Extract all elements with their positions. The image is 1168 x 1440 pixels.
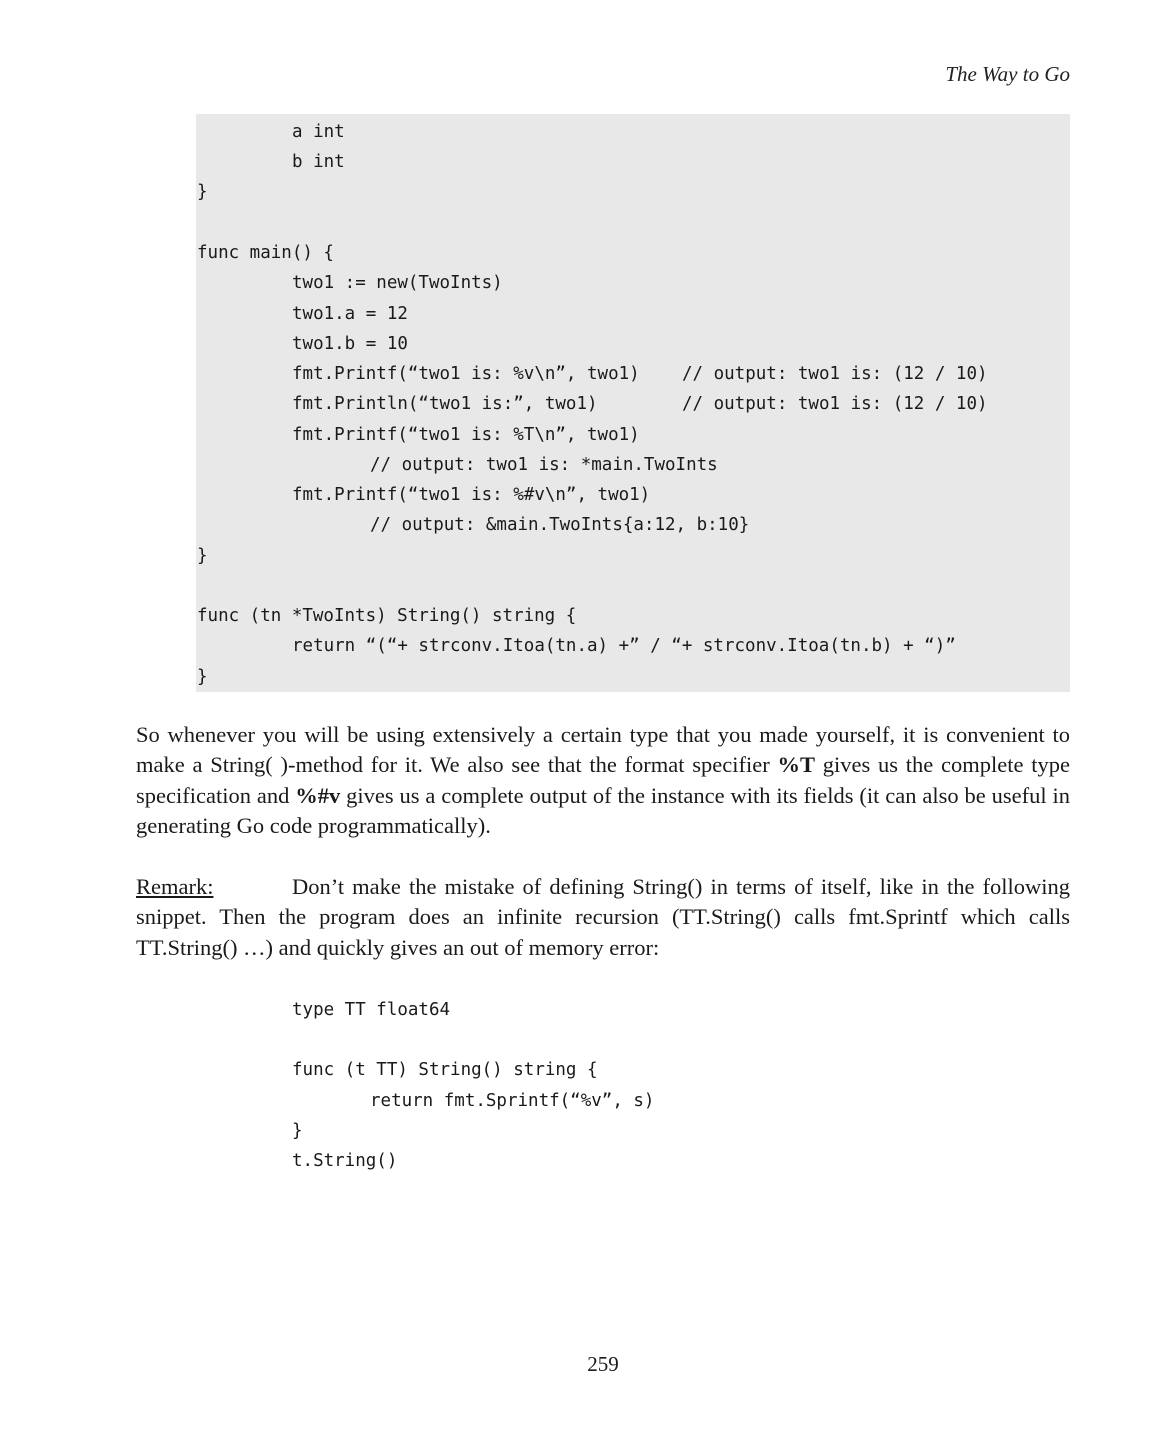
code-line: } [197,667,208,687]
code-line: func main() { [197,243,334,263]
code-line: } [197,182,208,202]
code-line: return fmt.Sprintf(“%v”, s) [370,1091,655,1111]
page-number: 259 [587,1352,619,1376]
running-header: The Way to Go [945,62,1070,86]
paragraph-text: gives us a complete output of the instance with its fields (it can also be useful in generating Go code programmatically). [136,782,1070,838]
code-line: } [197,546,208,566]
paragraph-text: gives us the complete type specification and [136,752,1070,808]
format-specifier-hash-v: %#v [295,782,341,808]
code-line: fmt.Printf(“two1 is: %#v\n”, two1) [292,485,651,505]
code-line: } [292,1121,303,1141]
code-line: b int [292,152,345,172]
remark-label: Remark: [136,874,214,899]
code-line: fmt.Printf(“two1 is: %T\n”, two1) [292,425,640,445]
code-line: two1 := new(TwoInts) [292,273,503,293]
code-line: return “(“+ strconv.Itoa(tn.a) +” / “+ strconv.Itoa(tn.b) + “)” [292,636,956,656]
code-comment: // output: &main.TwoInts{a:12, b:10} [370,515,750,535]
format-specifier-T: %T [777,752,816,778]
code-line: type TT float64 [292,1000,451,1020]
code-comment: // output: two1 is: (12 / 10) [682,394,988,414]
code-line: a int [292,122,345,142]
code-line: two1.a = 12 [292,304,408,324]
code-line: fmt.Println(“two1 is:”, two1) [292,394,598,414]
code-comment: // output: two1 is: *main.TwoInts [370,455,718,475]
body-paragraph [136,720,1070,841]
code-line: two1.b = 10 [292,334,408,354]
remark-text: Don’t make the mistake of defining String() in terms of itself, like in the following snippet. Then the program does an infinite recursion (TT.String() calls fmt.Sprintf which calls TT.String() …) and quickly gives an out of memory error: [136,874,1070,960]
code-comment: // output: two1 is: (12 / 10) [682,364,988,384]
code-line: func (tn *TwoInts) String() string { [197,606,577,626]
code-line: func (t TT) String() string { [292,1060,598,1080]
remark-paragraph [136,872,1070,963]
code-line: t.String() [292,1151,398,1171]
paragraph-text: So whenever you will be using extensively a certain type that you made yourself, it is convenient to make a String( )-method for it. We also see that the format specifier [136,722,1070,778]
code-line: fmt.Printf(“two1 is: %v\n”, two1) [292,364,640,384]
